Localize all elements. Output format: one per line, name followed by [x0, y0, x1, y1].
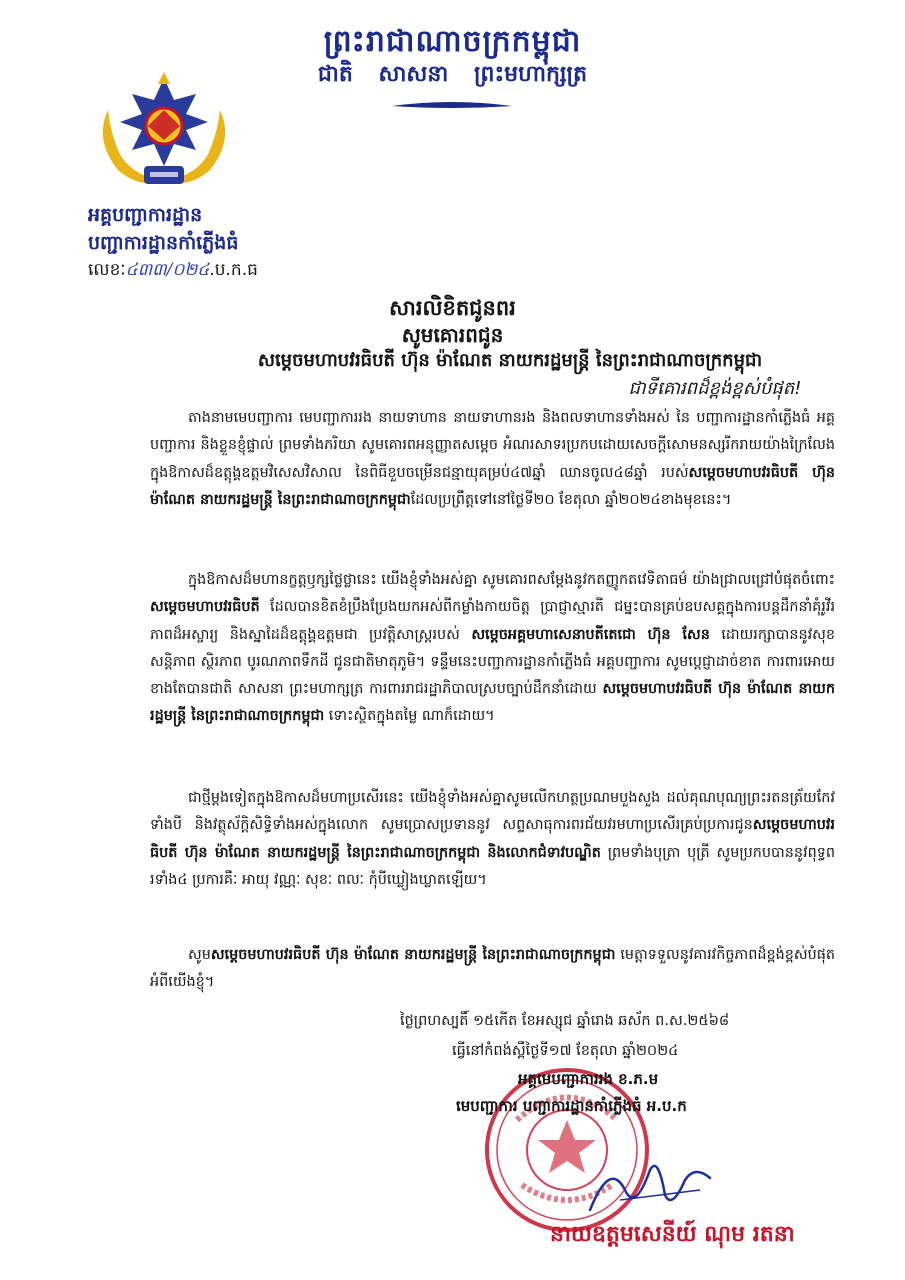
army-emblem-icon	[88, 70, 240, 198]
para1-text: តាងនាមមេបញ្ជាការ មេបញ្ជាការរង នាយទាហាន នាយទាហានរង និងពលទាហានទាំងអស់ នៃ បញ្ជាការដ្ឋានកាំភ្លើងធំ អគ្គបញ្ជាការ និងខ្លួនខ្ញុំផ្ទាល់ ព្រមទាំងភរិយា សូមគោរពអនុញ្ញាតសម្តេច អំណរសាទរប្រកបដោយសេចក្តីសោមនស្សរីករាយយ៉ាងក្រៃលែង ក្នុងឱកាសដ៏ឧត្តុង្គឧត្តមវិសេសវិសាល នៃពិធីខួបចម្រើនជន្មាយុគម្រប់៤៧ឆ្នាំ ឈានចូល៤៨ឆ្នាំ របស់	[150, 410, 835, 481]
ref-suffix: .ប.ក.ធ	[209, 260, 258, 280]
signature-mark	[580, 1150, 720, 1220]
para4-bold-name: សម្តេចមហាបវរធិបតី ហ៊ុន ម៉ាណែត នាយករដ្ឋមន្ត្រី នៃព្រះរាជាណាចក្រកម្ពុជា	[210, 947, 616, 963]
salutation: សូមគោរពជូន	[401, 323, 504, 347]
body-paragraph-2	[150, 567, 835, 731]
para3-text-end: ព្រមទាំងបុត្រា បុត្រី សូមប្រកបបាននូវពុទ្ធពរទាំង៤ ប្រការគឺៈ អាយុ វណ្ណៈ សុខៈ ពលៈ កុំបីឃ្លៀងឃ្លាតឡើយ។	[150, 844, 835, 888]
org-name-line1: អគ្គបញ្ជាការដ្ឋាន	[88, 204, 203, 226]
ref-prefix: លេខៈ	[88, 260, 126, 280]
body-paragraph-1	[150, 405, 835, 514]
ref-number-handwritten: ៤៣៣/០២៤	[125, 260, 210, 280]
para2-bold-title: សម្តេចមហាបវរធិបតី	[150, 599, 260, 616]
para2-bold-name: សម្តេចអគ្គមហាសេនាបតីតេជោ ហ៊ុន សែន	[471, 626, 710, 643]
date-solar: ធ្វើនៅកំពង់ស្ពឺថ្ងៃទី១៧ ខែតុលា ឆ្នាំ២០២៤	[452, 1043, 679, 1059]
header-ornament-icon	[392, 100, 512, 112]
letter-title: សារលិខិតជូនពរ	[389, 296, 516, 320]
body-paragraph-4	[150, 942, 835, 997]
para2-text-mid2: ដោយរក្សាបាននូវសុខសន្តិភាព ស្ថិរភាព បូរណភាពទឹកដី ជូនជាតិមាតុភូមិ។ ទន្ទឹមនេះបញ្ជាការដ្ឋានកាំភ្លើងធំ អគ្គបញ្ជាការ សូមប្តេជ្ញាដាច់ខាត ការពារអោយខាងតែបានជាតិ សាសនា ព្រះមហាក្សត្រ ការពាររាជរដ្ឋាភិបាលស្របច្បាប់ដឹកនាំដោយ	[150, 626, 836, 698]
para2-text: ក្នុងឱកាសដ៏មហានក្ខត្តឫក្សថ្លៃថ្លានេះ យើងខ្ញុំទាំងអស់គ្នា សូមគោរពសម្តែងនូវកតញ្ញូកតវេទិតាធម៌ យ៉ាងជ្រាលជ្រៅបំផុតចំពោះ	[188, 572, 835, 588]
addressee-honorific: ជាទីគោរពដ៏ខ្ពង់ខ្ពស់បំផុត!	[628, 378, 802, 399]
para1-text-end: ដែលប្រព្រឹត្តទៅនៅថ្ងៃទី២០ ខែតុលា ឆ្នាំ២០២៤ខាងមុខនេះ។	[410, 491, 732, 508]
para3-text: ជាថ្មីម្តងទៀតក្នុងឱកាសដ៏មហាប្រសើរនេះ យើងខ្ញុំទាំងអស់គ្នាសូមលើកហត្ថប្រណមបួងសួង ដល់គុណបុណ្យព្រះរតនត្រ័យកែវទាំងបី និងវត្ថុស័ក្តិសិទ្ធិទាំងអស់ក្នុងលោក សូមប្រោសប្រទាននូវ សព្ទសាធុការពរជ័យវរមហាប្រសើរគ្រប់ប្រការជូន	[150, 790, 835, 834]
national-motto: ជាតិ សាសនា ព្រះមហាក្សត្រ	[317, 62, 588, 87]
reference-number	[88, 259, 258, 284]
para2-text-mid: ដែលបានខិតខំប្រឹងប្រែងយកអស់ពីកម្លាំងកាយចិត្ត ប្រាជ្ញាស្មារតី ជម្នះបានគ្រប់ឧបសគ្គក្នុងការបន្តដឹកនាំគុំរូវីរភាពដ៏អស្ចារ្យ និងស្នាដៃដ៏ឧត្តុង្គឧត្តមជា ប្រវត្តិសាស្ត្ររបស់	[150, 599, 836, 643]
para4-text: សូម	[188, 947, 211, 963]
para1-bold-name: សម្តេចមហាបវរធិបតី ហ៊ុន ម៉ាណែត នាយករដ្ឋមន្ត្រី នៃព្រះរាជាណាចក្រកម្ពុជា	[150, 464, 835, 508]
signer-name: នាយឧត្តមសេនីយ៍ ណុម រតនា	[550, 1222, 795, 1247]
signer-title-2: មេបញ្ជាការ បញ្ជាការដ្ឋានកាំភ្លើងធំ អ.ប.ក	[456, 1097, 687, 1115]
para2-text-end: ទោះស្ថិតក្នុងតម្លៃ ណាក៏ដោយ។	[328, 708, 495, 725]
kingdom-title: ព្រះរាជាណាចក្រកម្ពុជា	[323, 24, 582, 59]
signer-title-1: អគ្គមេបញ្ជាការរង ខ.ភ.ម	[518, 1070, 659, 1088]
para3-bold-name: សម្តេចមហាបវរធិបតី ហ៊ុន ម៉ាណែត នាយករដ្ឋមន្ត្រី នៃព្រះរាជាណាចក្រកម្ពុជា និងលោកជំទាវបណ្ឌិត	[150, 817, 835, 861]
org-name-line2: បញ្ជាការដ្ឋានកាំភ្លើងធំ	[88, 232, 239, 254]
para4-text-end: មេត្តាទទួលនូវគារវកិច្ចភាពដ៏ខ្ពង់ខ្ពស់បំផុតអំពីយើងខ្ញុំ។	[150, 947, 835, 991]
para2-bold-name2: សម្តេចមហាបវរធិបតី ហ៊ុន ម៉ាណែត នាយករដ្ឋមន្ត្រី នៃព្រះរាជាណាចក្រកម្ពុជា	[150, 681, 835, 725]
addressee: សម្តេចមហាបវរធិបតី ហ៊ុន ម៉ាណែត នាយករដ្ឋមន្ត្រី នៃព្រះរាជាណាចក្រកម្ពុជា	[257, 350, 763, 371]
body-paragraph-3	[150, 785, 835, 894]
date-lunar: ថ្ងៃព្រហស្បតិ៍ ១៥កើត ខែអស្សុជ ឆ្នាំរោង ឆស័ក ព.ស.២៥៦៨	[400, 1013, 730, 1029]
